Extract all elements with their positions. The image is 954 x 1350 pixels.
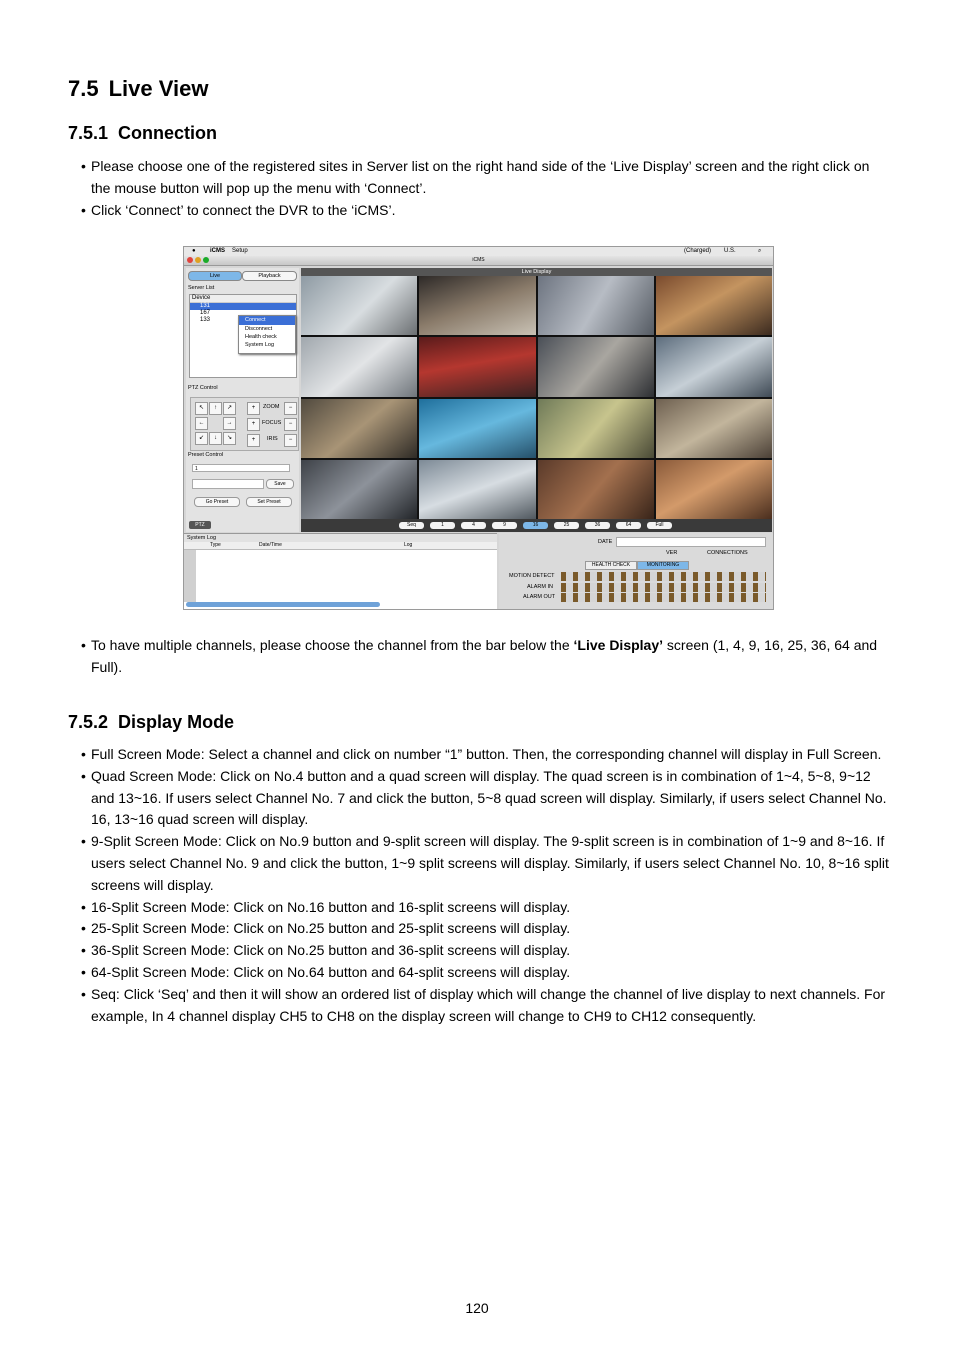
camera-tile[interactable] <box>656 460 772 519</box>
camera-tile[interactable] <box>301 399 417 458</box>
ptz-down-left-button[interactable]: ↙ <box>195 432 208 445</box>
tab-live[interactable]: Live <box>188 271 242 281</box>
camera-grid[interactable] <box>301 276 772 519</box>
log-col-type[interactable]: Type <box>210 542 221 548</box>
full-button[interactable]: Full <box>647 522 672 529</box>
focus-label: FOCUS <box>262 420 282 426</box>
camera-tile[interactable] <box>419 276 535 335</box>
log-col-log[interactable]: Log <box>404 542 413 548</box>
connections-label: CONNECTIONS <box>707 550 748 556</box>
iris-minus-button[interactable]: − <box>284 434 297 447</box>
camera-tile[interactable] <box>301 276 417 335</box>
ptz-up-button[interactable]: ↑ <box>209 402 222 415</box>
list-item: • 36-Split Screen Mode: Click on No.25 button and 36-split screens will display. <box>78 940 890 962</box>
camera-tile[interactable] <box>656 399 772 458</box>
preset-select[interactable]: 1 <box>192 464 290 472</box>
alarm-in-label: ALARM IN <box>527 584 553 590</box>
seq-button[interactable]: Seq <box>399 522 424 529</box>
left-pane <box>186 268 299 532</box>
camera-tile[interactable] <box>419 460 535 519</box>
zoom-out-button[interactable]: − <box>284 402 297 415</box>
zoom-in-button[interactable]: + <box>247 402 260 415</box>
channel-64-button[interactable]: 64 <box>616 522 641 529</box>
motion-detect-icons <box>561 572 766 581</box>
system-log-pane <box>184 533 497 610</box>
menu-item-health-check[interactable]: Health check <box>245 334 277 340</box>
list-item: • 25-Split Screen Mode: Click on No.25 button and 25-split screens will display. <box>78 918 890 940</box>
tab-playback[interactable]: Playback <box>242 271 297 281</box>
date-label: DATE <box>598 539 613 545</box>
ver-label: VER <box>666 550 678 556</box>
subsection-heading-display-mode <box>68 712 234 733</box>
server-list-label: Server List <box>188 285 215 291</box>
status-pane <box>499 533 774 609</box>
preset-control-label: Preset Control <box>188 452 224 458</box>
iris-label: IRIS <box>267 436 278 442</box>
list-item[interactable]: 131 <box>190 303 296 310</box>
subsection-number: 7.5.1 <box>68 123 109 143</box>
list-item: • Click ‘Connect’ to connect the DVR to the ‘iCMS’. <box>78 200 890 222</box>
ptz-right-button[interactable]: → <box>223 417 236 430</box>
list-item[interactable]: 167 <box>200 310 211 316</box>
focus-minus-button[interactable]: − <box>284 418 297 431</box>
alarm-in-icons <box>561 583 766 592</box>
list-item: • 16-Split Screen Mode: Click on No.16 button and 16-split screens will display. <box>78 897 890 919</box>
alarm-out-icons <box>561 593 766 602</box>
section-number: 7.5 <box>68 76 99 101</box>
channel-4-button[interactable]: 4 <box>461 522 486 529</box>
apple-icon: ● <box>192 248 196 254</box>
ptz-down-button[interactable]: ↓ <box>209 432 222 445</box>
menu-item-disconnect[interactable]: Disconnect <box>245 326 273 332</box>
save-button[interactable]: Save <box>266 479 294 489</box>
bullet-bold-text: ‘Live Display’ <box>573 637 664 653</box>
channel-bar <box>301 519 772 532</box>
camera-tile[interactable] <box>301 337 417 396</box>
section-heading <box>68 76 208 102</box>
device-column-header: Device <box>190 295 296 303</box>
alarm-out-label: ALARM OUT <box>523 594 556 600</box>
icms-screenshot <box>183 246 774 610</box>
channel-25-button[interactable]: 25 <box>554 522 579 529</box>
page-number: 120 <box>465 1300 489 1316</box>
menu-setup[interactable]: Setup <box>232 248 248 254</box>
log-col-datetime[interactable]: Date/Time <box>259 542 282 548</box>
list-item[interactable]: 133 <box>200 317 211 323</box>
ptz-left-button[interactable]: ← <box>195 417 208 430</box>
subsection-title: Display Mode <box>118 712 235 732</box>
tab-monitoring[interactable]: MONITORING <box>637 561 689 570</box>
motion-detect-label: MOTION DETECT <box>509 573 555 579</box>
iris-plus-button[interactable]: + <box>247 434 260 447</box>
focus-plus-button[interactable]: + <box>247 418 260 431</box>
camera-tile[interactable] <box>419 399 535 458</box>
log-scrollbar[interactable] <box>186 602 380 607</box>
log-row-gutter <box>184 550 196 602</box>
system-log-header <box>184 534 497 542</box>
preset-name-input[interactable] <box>192 479 264 489</box>
live-display-title: Live Display <box>301 268 772 276</box>
channel-9-button[interactable]: 9 <box>492 522 517 529</box>
subsection-number: 7.5.2 <box>68 712 109 732</box>
display-mode-bullets <box>78 744 890 1027</box>
connection-bullets <box>78 156 890 221</box>
system-log-label: System Log <box>187 535 217 541</box>
list-item <box>78 635 890 679</box>
channel-16-button[interactable]: 16 <box>523 522 548 529</box>
camera-tile[interactable] <box>656 276 772 335</box>
subsection-title: Connection <box>118 123 218 143</box>
window-titlebar <box>184 256 773 266</box>
window-title: iCMS <box>472 257 485 263</box>
camera-tile[interactable] <box>538 276 654 335</box>
section-title: Live View <box>108 76 209 101</box>
ptz-panel <box>190 397 299 451</box>
menu-app[interactable]: iCMS <box>210 248 225 254</box>
subsection-heading-connection <box>68 123 217 144</box>
camera-tile[interactable] <box>656 337 772 396</box>
channel-36-button[interactable]: 36 <box>585 522 610 529</box>
spotlight-icon[interactable]: ⌕ <box>758 248 762 254</box>
log-column-headers <box>184 542 497 550</box>
list-item: • 9-Split Screen Mode: Click on No.9 button and 9-split screen will display. The 9-split screen is in combination of 1~9 and 8~16. If users select Channel No. 9 and click the button, 1~9 split screens will display. Similarly, if users select Channel No. 10, 8~16 split screens will display. <box>78 831 890 896</box>
list-item: • Full Screen Mode: Select a channel and click on number “1” button. Then, the corresponding channel will display in Full Screen. <box>78 744 890 766</box>
ptz-up-right-button[interactable]: ↗ <box>223 402 236 415</box>
camera-tile[interactable] <box>538 399 654 458</box>
ptz-down-right-button[interactable]: ↘ <box>223 432 236 445</box>
ptz-up-left-button[interactable]: ↖ <box>195 402 208 415</box>
go-preset-button[interactable]: Go Preset <box>194 497 240 507</box>
menu-item-system-log[interactable]: System Log <box>245 342 275 348</box>
channel-1-button[interactable]: 1 <box>430 522 455 529</box>
ptz-tab[interactable]: PTZ <box>189 521 211 529</box>
list-item: • 64-Split Screen Mode: Click on No.64 button and 64-split screens will display. <box>78 962 890 984</box>
date-field <box>616 537 766 547</box>
zoom-label: ZOOM <box>263 404 280 410</box>
locale-indicator: U.S. <box>724 248 736 254</box>
camera-tile[interactable] <box>419 337 535 396</box>
channel-bullets <box>78 635 890 679</box>
menu-item-connect[interactable]: Connect <box>239 316 295 325</box>
set-preset-button[interactable]: Set Preset <box>246 497 292 507</box>
camera-tile[interactable] <box>301 460 417 519</box>
context-menu <box>238 315 296 354</box>
list-item: • Please choose one of the registered sites in Server list on the right hand side of the ‘Live Display’ screen and the right click on the mouse button will pop up the menu with ‘Connect’. <box>78 156 890 200</box>
list-item: • Seq: Click ‘Seq’ and then it will show an ordered list of display which will change the channel of live display to next channels. For example, In 4 channel display CH5 to CH8 on the display screen will change to CH9 to CH12 consequently. <box>78 984 890 1028</box>
camera-tile[interactable] <box>538 337 654 396</box>
bullet-text: To have multiple channels, please choose the channel from the bar below the <box>91 637 574 653</box>
camera-tile[interactable] <box>538 460 654 519</box>
list-item: • Quad Screen Mode: Click on No.4 button and a quad screen will display. The quad screen is in combination of 1~4, 5~8, 9~12 and 13~16. If users select Channel No. 7 and click the button, 5~8 quad screen will display. Similarly, if users select Channel No. 16, 13~16 quad screen will display. <box>78 766 890 831</box>
ptz-control-label: PTZ Control <box>188 385 218 391</box>
battery-status: (Charged) <box>684 248 712 254</box>
bullet-text: screen (1, 4, 9, 16, 25, 36, 64 and Full). <box>91 637 878 675</box>
tab-health-check[interactable]: HEALTH CHECK <box>585 561 637 570</box>
